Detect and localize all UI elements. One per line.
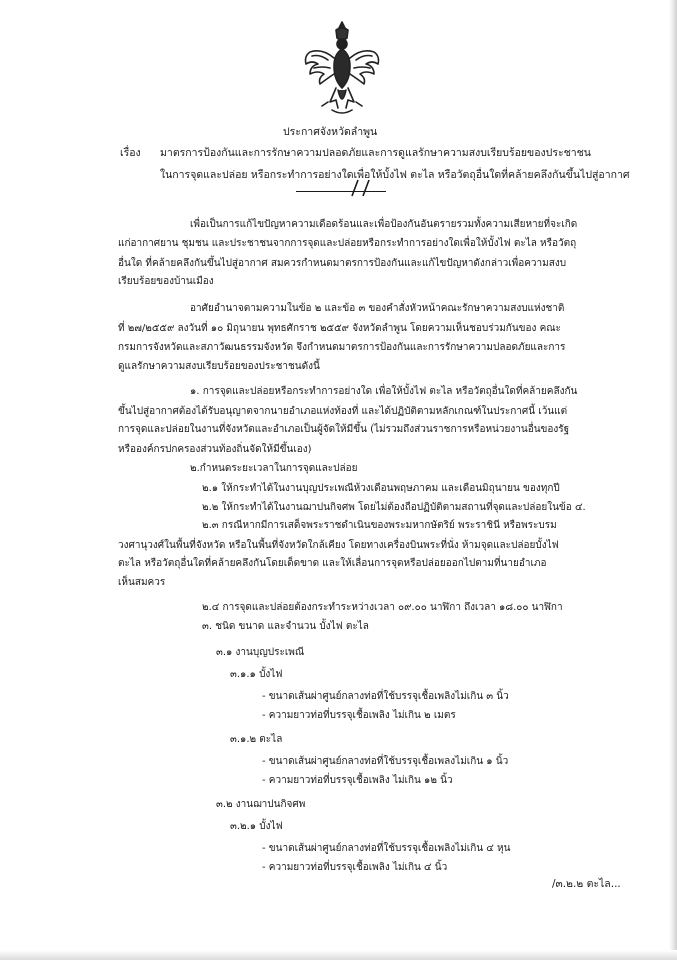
body-line: อื่นใด ที่คล้ายคลึงกันขึ้นไปสู่อากาศ สมควรกำหนดมาตรการป้องกันและแก้ไขปัญหาดังกล่าวเพื่อความสงบ bbox=[118, 258, 567, 270]
scan-shadow-bottom bbox=[0, 950, 677, 960]
body-line: ขึ้นไปสู่อากาศต้องได้รับอนุญาตจากนายอำเภอแห่งท้องที่ และได้ปฏิบัติตามหลักเกณฑ์ในประกาศนี้ เว้นแต่ bbox=[118, 406, 568, 418]
body-line: กรมการจังหวัดและสภาวัฒนธรรมจังหวัด จึงกำหนดมาตรการป้องกันและการรักษาความปลอดภัยและการ bbox=[118, 342, 566, 354]
body-line-continued: - ขนาดเส้นผ่าศูนย์กลางท่อที่ใช้บรรจุเชื้อเพลิงไม่เกิน ๔ หุน bbox=[262, 842, 511, 854]
body-line: ๒.๒ ให้กระทำได้ในงานฌาปนกิจศพ โดยไม่ต้องถือปฏิบัติตามสถานที่จุดและปล่อยในข้อ ๔. bbox=[202, 501, 586, 513]
body-line: ๒.๓ กรณีหากมีการเสด็จพระราชดำเนินของพระมหากษัตริย์ พระราชินี หรือพระบรม bbox=[202, 520, 557, 532]
body-line: - ความยาวท่อที่บรรจุเชื้อเพลิง ไม่เกิน ๒ เมตร bbox=[262, 709, 456, 721]
body-line: ๓. ชนิด ขนาด และจำนวน บั้งไฟ ตะไล bbox=[202, 620, 369, 632]
body-line: ๓.๑.๒ ตะไล bbox=[230, 733, 283, 745]
body-line: ๒.กำหนดระยะเวลาในการจุดและปล่อย bbox=[190, 462, 358, 474]
body-line: ๓.๑ งานบุญประเพณี bbox=[216, 646, 305, 658]
body-line: วงศานุวงศ์ในพื้นที่จังหวัด หรือในพื้นที่จังหวัดใกล้เคียง โดยทางเครื่องบินพระที่นั่ง ห้ามจุดและปล่อยบั้งไฟ bbox=[118, 540, 559, 552]
body-line: ๓.๑.๑ บั้งไฟ bbox=[230, 669, 283, 681]
subject-line-2: ในการจุดและปล่อย หรือกระทำการอย่างใดเพื่อให้บั้งไฟ ตะไล หรือวัตถุอื่นใดที่คล้ายคลึงกันขึ้นไปสู่อากาศ bbox=[160, 169, 630, 181]
body-line: - ขนาดเส้นผ่าศูนย์กลางท่อที่ใช้บรรจุเชื้อเพลิงไม่เกิน ๓ นิ้ว bbox=[262, 690, 509, 702]
garuda-emblem-icon bbox=[300, 18, 384, 118]
pen-mark-icon bbox=[346, 176, 376, 198]
body-line: เพื่อเป็นการแก้ไขปัญหาความเดือดร้อนและเพื่อป้องกันอันตรายรวมทั้งความเสียหายที่จะเกิด bbox=[190, 219, 578, 230]
body-line-continued: ๓.๒ งานฌาปนกิจศพ bbox=[216, 798, 306, 810]
subject-label: เรื่อง bbox=[120, 147, 141, 159]
page-title: ประกาศจังหวัดลำพูน bbox=[283, 126, 378, 138]
continuation-note: /๓.๒.๒ ตะไล... bbox=[552, 878, 621, 890]
body-line: หรือองค์กรปกครองส่วนท้องถิ่นจัดให้มีขึ้นเอง) bbox=[118, 443, 312, 455]
body-line: ๒.๔ การจุดและปล่อยต้องกระทำระหว่างเวลา ๐๙.๐๐ นาฬิกา ถึงเวลา ๑๘.๐๐ นาฬิกา bbox=[202, 602, 563, 614]
body-line: ตะไล หรือวัตถุอื่นใดที่คล้ายคลึงกันโดยเด็ดขาด และให้เลื่อนการจุดหรือปล่อยออกไปตามที่นายอำเภอ bbox=[118, 558, 547, 570]
body-line: ดูแลรักษาความสงบเรียบร้อยของประชาชนดังนี้ bbox=[118, 361, 320, 373]
body-line: เห็นสมควร bbox=[118, 576, 166, 588]
body-line: ๒.๑ ให้กระทำได้ในงานบุญประเพณีห้วงเดือนพฤษภาคม และเดือนมิถุนายน ของทุกปี bbox=[202, 482, 560, 494]
body-line: เรียบร้อยของบ้านเมือง bbox=[118, 276, 214, 288]
body-line: อาศัยอำนาจตามความในข้อ ๒ และข้อ ๓ ของคำสั่งหัวหน้าคณะรักษาความสงบแห่งชาติ bbox=[190, 303, 565, 314]
subject-line-1: มาตรการป้องกันและการรักษาความปลอดภัยและการดูแลรักษาความสงบเรียบร้อยของประชาชน bbox=[160, 147, 591, 159]
body-line: ที่ ๒๗/๒๕๕๙ ลงวันที่ ๑๐ มิถุนายน พุทธศักราช ๒๕๕๙ จังหวัดลำพูน โดยความเห็นชอบร่วมกันของ คณะ bbox=[118, 322, 561, 334]
body-line: ๑. การจุดและปล่อยหรือกระทำการอย่างใด เพื่อให้บั้งไฟ ตะไล หรือวัตถุอื่นใดที่คล้ายคลึงกัน bbox=[190, 386, 578, 398]
body-line-continued: - ความยาวท่อที่บรรจุเชื้อเพลิง ไม่เกิน ๔ นิ้ว bbox=[262, 862, 448, 873]
body-line: - ขนาดเส้นผ่าศูนย์กลางท่อที่ใช้บรรจุเชื้อเพลงไม่เกิน ๑ นิ้ว bbox=[262, 755, 509, 767]
body-line: แก่อากาศยาน ชุมชน และประชาชนจากการจุดและปล่อยหรือกระทำการอย่างใดเพื่อให้บั้งไฟ ตะไล หรือวัตถุ bbox=[118, 238, 577, 250]
body-line: การจุดและปล่อยในงานที่จังหวัดและอำเภอเป็นผู้จัดให้มีขึ้น (ไม่รวมถึงส่วนราชการหรือหน่วยงานอื่นของรัฐ bbox=[118, 424, 570, 436]
body-line-continued: - ความยาวท่อที่บรรจุเชื้อเพลิง ไม่เกิน ๑๒ นิ้ว bbox=[262, 774, 453, 786]
scan-shadow-right bbox=[669, 0, 677, 960]
body-line-continued: ๓.๒.๑ บั้งไฟ bbox=[230, 821, 283, 833]
